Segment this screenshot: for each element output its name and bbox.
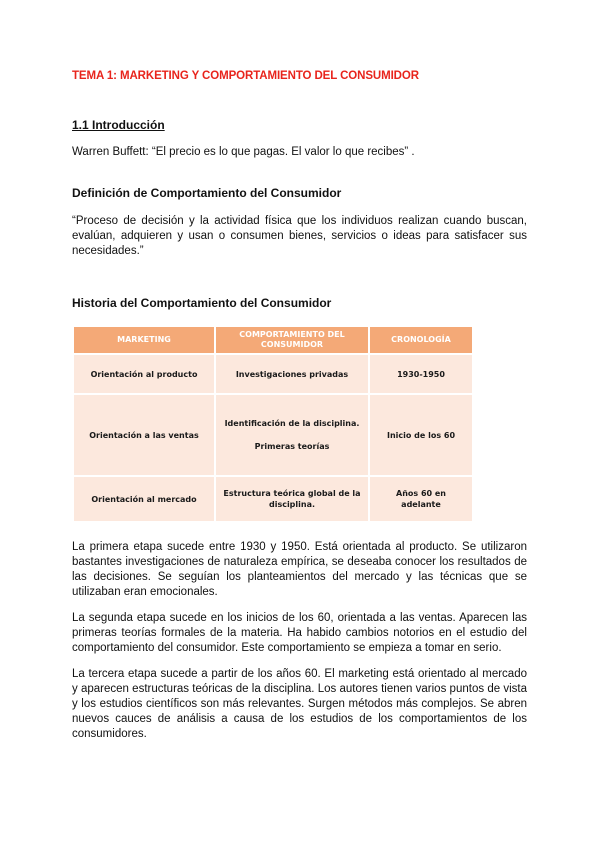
table-header-row — [74, 327, 472, 353]
cell-marketing: Orientación al mercado — [74, 477, 214, 521]
cell-comportamiento-line-2: Primeras teorías — [254, 442, 330, 451]
header-comportamiento: COMPORTAMIENTO DEL CONSUMIDOR — [216, 327, 368, 353]
cell-cronologia: Inicio de los 60 — [370, 395, 472, 475]
cell-cronologia: Años 60 en adelante — [370, 477, 472, 521]
definition-text: “Proceso de decisión y la actividad física que los individuos realizan cuando buscan, evalúan, adquieren y usan o consumen bienes, servicios o ideas para satisfacer sus necesidades.” — [72, 215, 527, 257]
etapa-3-paragraph: La tercera etapa sucede a partir de los años 60. El marketing está orientado al mercado y aparecen estructuras teóricas de la disciplina. Los autores tienen varios puntos de vista y los estudios científicos son más relevantes. Surgen métodos más complejos. Se abren nuevos cauces de análisis a causa de los estudios de los comportamientos de los consumidores. — [72, 668, 527, 740]
document-title: TEMA 1: MARKETING Y COMPORTAMIENTO DEL CONSUMIDOR — [72, 70, 419, 82]
header-marketing: MARKETING — [74, 327, 214, 353]
cell-comportamiento: Estructura teórica global de la disciplina. — [216, 477, 368, 521]
cell-cronologia: 1930-1950 — [370, 355, 472, 393]
header-cronologia: CRONOLOGÍA — [370, 327, 472, 353]
definition-heading: Definición de Comportamiento del Consumidor — [72, 186, 342, 200]
intro-heading: 1.1 Introducción — [72, 118, 165, 132]
cell-marketing: Orientación a las ventas — [74, 395, 214, 475]
etapa-1-paragraph: La primera etapa sucede entre 1930 y 1950. Está orientada al producto. Se utilizaron bastantes investigaciones de naturaleza empírica, se deseaba conocer los resultados de las decisiones. Se seguían los planteamientos del mercado y las técnicas que se utilizaban eran emocionales. — [72, 541, 527, 598]
history-table — [72, 325, 474, 523]
buffett-quote: Warren Buffett: “El precio es lo que pagas. El valor lo que recibes” . — [72, 146, 415, 158]
cell-comportamiento: Investigaciones privadas — [216, 355, 368, 393]
cell-comportamiento — [216, 395, 368, 475]
etapa-2-paragraph: La segunda etapa sucede en los inicios de los 60, orientada a las ventas. Aparecen las primeras teorías formales de la materia. Ha habido cambios notorios en el estudio del comportamiento del consumidor. Este comportamiento se empieza a tomar en serio. — [72, 612, 527, 654]
table-row — [74, 395, 472, 475]
cell-comportamiento-line-1: Identificación de la disciplina. — [224, 419, 360, 428]
cell-marketing: Orientación al producto — [74, 355, 214, 393]
table-row — [74, 477, 472, 521]
table-row — [74, 355, 472, 393]
history-heading: Historia del Comportamiento del Consumidor — [72, 296, 332, 310]
